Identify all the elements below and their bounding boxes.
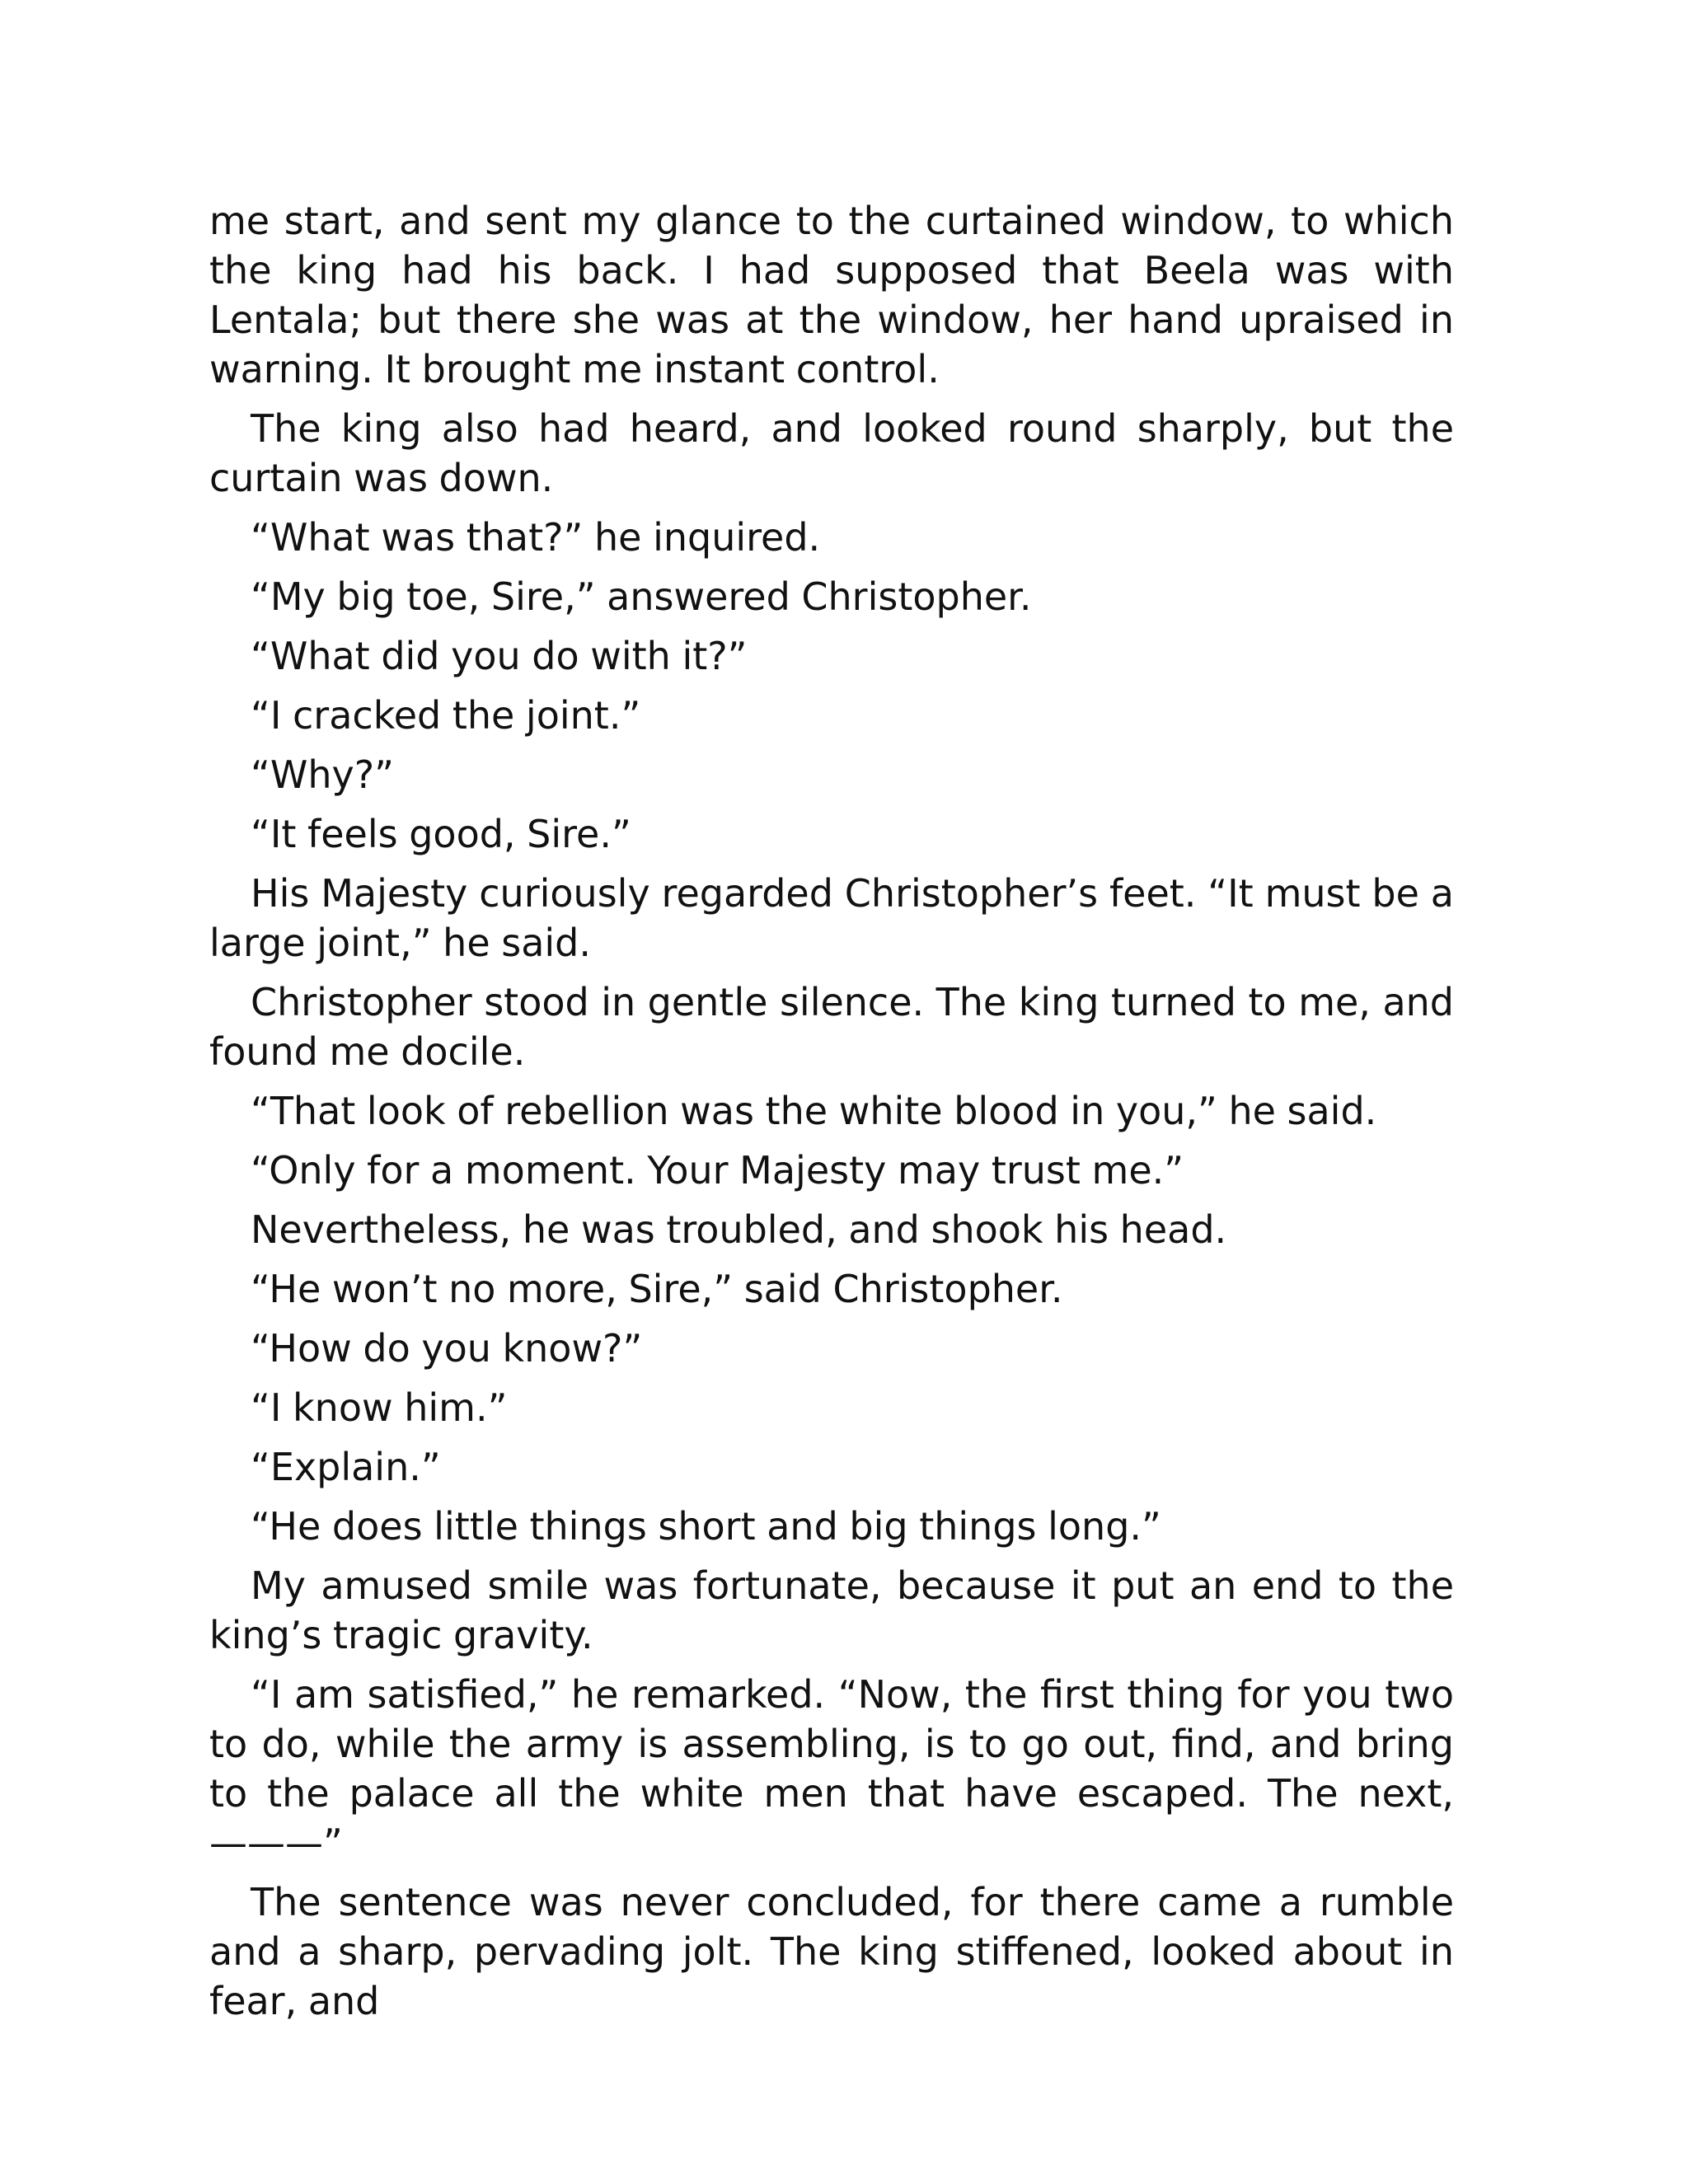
paragraph: Christopher stood in gentle silence. The king turned to me, and found me docile. <box>209 980 1454 1074</box>
paragraph: me start, and sent my glance to the curtained window, to which the king had his back. I had supposed that Beela was with Lentala; but there she was at the window, her hand upraised in warning. It brought me instant control. <box>209 199 1454 391</box>
paragraph: “I know him.” <box>251 1385 508 1430</box>
paragraph: “My big toe, Sire,” answered Christopher. <box>251 574 1032 619</box>
paragraph: “Why?” <box>251 752 394 797</box>
paragraph: Nevertheless, he was troubled, and shook his head. <box>251 1207 1227 1252</box>
page-body <box>209 196 1454 2036</box>
paragraph: My amused smile was fortunate, because it put an end to the king’s tragic gravity. <box>209 1563 1454 1657</box>
paragraph: “Only for a moment. Your Majesty may trust me.” <box>251 1148 1184 1193</box>
paragraph: The king also had heard, and looked round sharply, but the curtain was down. <box>209 406 1454 500</box>
paragraph: “What was that?” he inquired. <box>251 515 821 560</box>
paragraph: His Majesty curiously regarded Christopher’s feet. “It must be a large joint,” he said. <box>209 871 1454 965</box>
paragraph: “He does little things short and big things long.” <box>251 1504 1161 1549</box>
paragraph: “How do you know?” <box>251 1326 643 1371</box>
paragraph: “Explain.” <box>251 1445 441 1489</box>
paragraph: “It feels good, Sire.” <box>251 812 631 856</box>
paragraph: The sentence was never concluded, for there came a rumble and a sharp, pervading jolt. The king stiffened, looked about in fear, and <box>209 1880 1454 2023</box>
paragraph: “I am satisfied,” he remarked. “Now, the first thing for you two to do, while the army is assembling, is to go out, find, and bring to the palace all the white men that have escaped. The next,———” <box>209 1672 1454 1865</box>
paragraph: “He won’t no more, Sire,” said Christopher. <box>251 1267 1063 1311</box>
paragraph: “What did you do with it?” <box>251 634 748 678</box>
paragraph: “I cracked the joint.” <box>251 693 641 738</box>
paragraph: “That look of rebellion was the white blood in you,” he said. <box>251 1089 1377 1133</box>
